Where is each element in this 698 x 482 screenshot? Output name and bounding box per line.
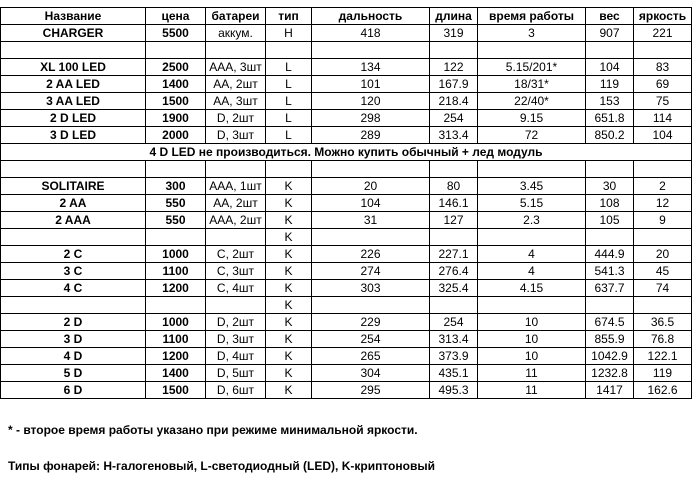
cell-type: K: [266, 178, 312, 195]
cell-range: 229: [312, 314, 430, 331]
cell-brightness: [634, 42, 692, 59]
cell-weight: [586, 297, 634, 314]
cell-price: 550: [146, 195, 206, 212]
cell-type: [266, 161, 312, 178]
cell-batteries: D, 3шт: [206, 331, 266, 348]
cell-runtime: 18/31*: [478, 76, 586, 93]
cell-length: 227.1: [430, 246, 478, 263]
cell-brightness: 75: [634, 93, 692, 110]
cell-batteries: D, 2шт: [206, 110, 266, 127]
cell-name: 2 D: [1, 314, 146, 331]
table-row: [1, 297, 692, 314]
table-row: [1, 382, 692, 399]
cell-range: 20: [312, 178, 430, 195]
cell-runtime: 4: [478, 263, 586, 280]
header-price: цена: [146, 8, 206, 25]
cell-length: 254: [430, 110, 478, 127]
cell-price: 1400: [146, 365, 206, 382]
header-brightness: яркость: [634, 8, 692, 25]
cell-weight: 855.9: [586, 331, 634, 348]
cell-name: XL 100 LED: [1, 59, 146, 76]
cell-name: 3 D: [1, 331, 146, 348]
cell-type: H: [266, 25, 312, 42]
cell-weight: 850.2: [586, 127, 634, 144]
cell-price: 1900: [146, 110, 206, 127]
cell-price: 1100: [146, 263, 206, 280]
cell-brightness: 74: [634, 280, 692, 297]
cell-runtime: 22/40*: [478, 93, 586, 110]
cell-length: 319: [430, 25, 478, 42]
cell-range: 298: [312, 110, 430, 127]
cell-type: K: [266, 195, 312, 212]
cell-runtime: [478, 297, 586, 314]
cell-range: 101: [312, 76, 430, 93]
cell-price: 1400: [146, 76, 206, 93]
header-type: тип: [266, 8, 312, 25]
cell-type: K: [266, 348, 312, 365]
cell-batteries: C, 3шт: [206, 263, 266, 280]
header-runtime: время работы: [478, 8, 586, 25]
cell-type: L: [266, 59, 312, 76]
cell-length: [430, 42, 478, 59]
table-row: [1, 178, 692, 195]
cell-batteries: C, 2шт: [206, 246, 266, 263]
cell-type: L: [266, 93, 312, 110]
cell-price: 1100: [146, 331, 206, 348]
cell-range: 418: [312, 25, 430, 42]
cell-name: [1, 42, 146, 59]
cell-type: [266, 42, 312, 59]
cell-runtime: 11: [478, 382, 586, 399]
cell-type: K: [266, 365, 312, 382]
cell-price: [146, 42, 206, 59]
cell-batteries: D, 4шт: [206, 348, 266, 365]
cell-type: L: [266, 110, 312, 127]
cell-weight: 907: [586, 25, 634, 42]
cell-type: L: [266, 76, 312, 93]
table-row: [1, 144, 692, 161]
cell-brightness: 45: [634, 263, 692, 280]
cell-range: [312, 297, 430, 314]
cell-weight: 104: [586, 59, 634, 76]
cell-brightness: 9: [634, 212, 692, 229]
cell-runtime: 4.15: [478, 280, 586, 297]
table-row: [1, 246, 692, 263]
cell-price: 550: [146, 212, 206, 229]
cell-type: K: [266, 246, 312, 263]
header-row: [1, 8, 692, 25]
cell-length: 435.1: [430, 365, 478, 382]
cell-weight: [586, 161, 634, 178]
table-row: [1, 161, 692, 178]
cell-price: [146, 161, 206, 178]
cell-batteries: AA, 2шт: [206, 195, 266, 212]
cell-type: K: [266, 280, 312, 297]
cell-brightness: 2: [634, 178, 692, 195]
cell-length: 218.4: [430, 93, 478, 110]
cell-brightness: 76.8: [634, 331, 692, 348]
cell-name: 2 AA: [1, 195, 146, 212]
table-row: [1, 59, 692, 76]
cell-price: 1200: [146, 348, 206, 365]
cell-weight: 1417: [586, 382, 634, 399]
cell-weight: [586, 42, 634, 59]
cell-range: 134: [312, 59, 430, 76]
cell-name: 6 D: [1, 382, 146, 399]
table-row: [1, 93, 692, 110]
table-row: [1, 263, 692, 280]
cell-range: [312, 42, 430, 59]
cell-name: SOLITAIRE: [1, 178, 146, 195]
cell-type: K: [266, 382, 312, 399]
cell-brightness: 114: [634, 110, 692, 127]
cell-batteries: D, 5шт: [206, 365, 266, 382]
cell-price: 1500: [146, 382, 206, 399]
table-row: [1, 331, 692, 348]
cell-name: 4 D: [1, 348, 146, 365]
table-row: [1, 127, 692, 144]
cell-range: 289: [312, 127, 430, 144]
cell-name: [1, 229, 146, 246]
cell-weight: [586, 229, 634, 246]
header-length: длина: [430, 8, 478, 25]
table-row: [1, 365, 692, 382]
cell-brightness: 20: [634, 246, 692, 263]
cell-range: 226: [312, 246, 430, 263]
cell-name: 5 D: [1, 365, 146, 382]
cell-batteries: [206, 229, 266, 246]
cell-length: [430, 297, 478, 314]
flashlight-table: [0, 7, 692, 399]
table-row: [1, 314, 692, 331]
cell-range: 31: [312, 212, 430, 229]
cell-runtime: 2.3: [478, 212, 586, 229]
cell-length: 313.4: [430, 127, 478, 144]
cell-runtime: 10: [478, 331, 586, 348]
cell-name: 2 AAA: [1, 212, 146, 229]
cell-runtime: 10: [478, 348, 586, 365]
cell-price: 1200: [146, 280, 206, 297]
table-row: [1, 195, 692, 212]
cell-name: [1, 297, 146, 314]
cell-batteries: D, 2шт: [206, 314, 266, 331]
cell-length: 80: [430, 178, 478, 195]
cell-weight: 674.5: [586, 314, 634, 331]
table-row: [1, 280, 692, 297]
cell-length: [430, 229, 478, 246]
table-row: [1, 76, 692, 93]
cell-range: 295: [312, 382, 430, 399]
footnote-types: Типы фонарей: H-галогеновый, L-светодиодный (LED), K-криптоновый: [8, 459, 435, 473]
cell-range: [312, 229, 430, 246]
cell-type: K: [266, 297, 312, 314]
cell-range: 304: [312, 365, 430, 382]
table-row: [1, 348, 692, 365]
cell-batteries: D, 6шт: [206, 382, 266, 399]
cell-brightness: 119: [634, 365, 692, 382]
cell-brightness: 221: [634, 25, 692, 42]
cell-name: 2 D LED: [1, 110, 146, 127]
cell-price: 1000: [146, 314, 206, 331]
header-range: дальность: [312, 8, 430, 25]
cell-runtime: 5.15: [478, 195, 586, 212]
cell-type: K: [266, 314, 312, 331]
cell-brightness: [634, 229, 692, 246]
cell-runtime: 9.15: [478, 110, 586, 127]
cell-range: 274: [312, 263, 430, 280]
cell-name: 3 C: [1, 263, 146, 280]
cell-brightness: 104: [634, 127, 692, 144]
cell-length: 373.9: [430, 348, 478, 365]
cell-type: L: [266, 127, 312, 144]
cell-weight: 30: [586, 178, 634, 195]
cell-length: 495.3: [430, 382, 478, 399]
cell-brightness: 36.5: [634, 314, 692, 331]
cell-weight: 444.9: [586, 246, 634, 263]
cell-batteries: C, 4шт: [206, 280, 266, 297]
cell-weight: 105: [586, 212, 634, 229]
cell-weight: 637.7: [586, 280, 634, 297]
cell-brightness: 122.1: [634, 348, 692, 365]
cell-type: K: [266, 331, 312, 348]
cell-type: K: [266, 212, 312, 229]
header-name: Название: [1, 8, 146, 25]
cell-batteries: [206, 297, 266, 314]
cell-weight: 119: [586, 76, 634, 93]
cell-runtime: [478, 42, 586, 59]
header-batteries: батареи: [206, 8, 266, 25]
note-cell: 4 D LED не производиться. Можно купить обычный + лед модуль: [1, 144, 692, 161]
cell-length: 146.1: [430, 195, 478, 212]
cell-weight: 1042.9: [586, 348, 634, 365]
cell-price: 1500: [146, 93, 206, 110]
cell-name: CHARGER: [1, 25, 146, 42]
cell-price: 1000: [146, 246, 206, 263]
cell-length: 127: [430, 212, 478, 229]
cell-runtime: 3.45: [478, 178, 586, 195]
cell-length: 167.9: [430, 76, 478, 93]
cell-length: 276.4: [430, 263, 478, 280]
table-row: [1, 212, 692, 229]
cell-price: 5500: [146, 25, 206, 42]
cell-runtime: 3: [478, 25, 586, 42]
cell-brightness: 12: [634, 195, 692, 212]
cell-price: 2500: [146, 59, 206, 76]
cell-runtime: 4: [478, 246, 586, 263]
cell-weight: 153: [586, 93, 634, 110]
cell-range: 265: [312, 348, 430, 365]
cell-range: [312, 161, 430, 178]
table-row: [1, 25, 692, 42]
cell-range: 303: [312, 280, 430, 297]
cell-batteries: AAA, 2шт: [206, 212, 266, 229]
table-row: [1, 229, 692, 246]
cell-runtime: 10: [478, 314, 586, 331]
cell-price: [146, 297, 206, 314]
cell-brightness: 162.6: [634, 382, 692, 399]
cell-price: [146, 229, 206, 246]
cell-batteries: AA, 3шт: [206, 93, 266, 110]
cell-range: 254: [312, 331, 430, 348]
cell-batteries: AAA, 3шт: [206, 59, 266, 76]
cell-batteries: AAA, 1шт: [206, 178, 266, 195]
cell-name: 2 AA LED: [1, 76, 146, 93]
cell-batteries: [206, 42, 266, 59]
cell-runtime: 72: [478, 127, 586, 144]
cell-brightness: 83: [634, 59, 692, 76]
cell-batteries: D, 3шт: [206, 127, 266, 144]
cell-type: K: [266, 263, 312, 280]
cell-length: 313.4: [430, 331, 478, 348]
cell-runtime: 5.15/201*: [478, 59, 586, 76]
header-weight: вес: [586, 8, 634, 25]
cell-length: [430, 161, 478, 178]
cell-batteries: аккум.: [206, 25, 266, 42]
cell-brightness: [634, 161, 692, 178]
cell-weight: 108: [586, 195, 634, 212]
table-row: [1, 42, 692, 59]
cell-weight: 1232.8: [586, 365, 634, 382]
cell-price: 300: [146, 178, 206, 195]
cell-brightness: [634, 297, 692, 314]
cell-price: 2000: [146, 127, 206, 144]
cell-name: 3 AA LED: [1, 93, 146, 110]
cell-range: 120: [312, 93, 430, 110]
cell-name: 4 C: [1, 280, 146, 297]
footnote-brightness: * - второе время работы указано при режиме минимальной яркости.: [8, 423, 418, 437]
cell-runtime: 11: [478, 365, 586, 382]
cell-name: 3 D LED: [1, 127, 146, 144]
cell-weight: 651.8: [586, 110, 634, 127]
cell-type: K: [266, 229, 312, 246]
cell-batteries: [206, 161, 266, 178]
cell-weight: 541.3: [586, 263, 634, 280]
cell-runtime: [478, 161, 586, 178]
cell-brightness: 69: [634, 76, 692, 93]
cell-name: [1, 161, 146, 178]
cell-batteries: AA, 2шт: [206, 76, 266, 93]
cell-name: 2 C: [1, 246, 146, 263]
cell-range: 104: [312, 195, 430, 212]
table-row: [1, 110, 692, 127]
cell-length: 254: [430, 314, 478, 331]
cell-runtime: [478, 229, 586, 246]
cell-length: 325.4: [430, 280, 478, 297]
cell-length: 122: [430, 59, 478, 76]
